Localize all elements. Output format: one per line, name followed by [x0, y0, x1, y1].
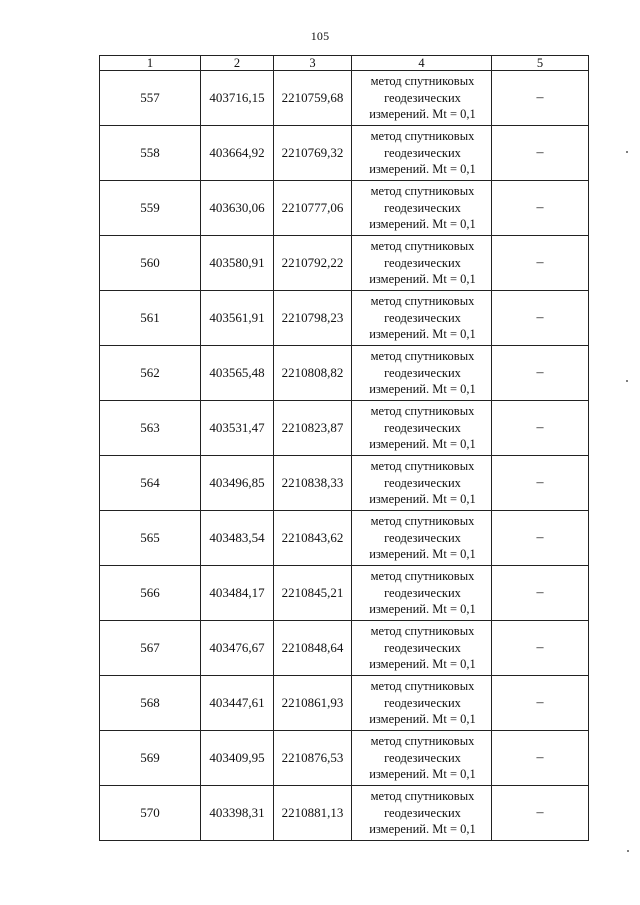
- method-text-line: метод спутниковых: [370, 734, 475, 749]
- method-text-line: геодезических: [384, 200, 461, 215]
- point-number-cell: 567: [100, 621, 201, 676]
- y-coordinate-cell: 2210792,22: [274, 236, 352, 291]
- method-cell: [352, 456, 492, 511]
- method-text-line: геодезических: [384, 365, 461, 380]
- method-text-line: метод спутниковых: [370, 239, 475, 254]
- method-text-line: измерений. Mt = 0,1: [369, 822, 476, 837]
- x-coordinate-cell: 403565,48: [201, 346, 274, 401]
- note-cell: –: [492, 621, 589, 676]
- method-cell: [352, 346, 492, 401]
- table-row: [100, 676, 589, 731]
- method-text-line: метод спутниковых: [370, 789, 475, 804]
- method-text-line: геодезических: [384, 475, 461, 490]
- method-text-line: метод спутниковых: [370, 349, 475, 364]
- method-text-line: измерений. Mt = 0,1: [369, 327, 476, 342]
- x-coordinate-cell: 403561,91: [201, 291, 274, 346]
- point-number-cell: 562: [100, 346, 201, 401]
- y-coordinate-cell: 2210848,64: [274, 621, 352, 676]
- column-header-2: 2: [201, 56, 274, 71]
- method-text-line: измерений. Mt = 0,1: [369, 712, 476, 727]
- y-coordinate-cell: 2210798,23: [274, 291, 352, 346]
- method-cell: [352, 786, 492, 841]
- column-header-5: 5: [492, 56, 589, 71]
- y-coordinate-cell: 2210759,68: [274, 71, 352, 126]
- x-coordinate-cell: 403409,95: [201, 731, 274, 786]
- method-text-line: геодезических: [384, 750, 461, 765]
- y-coordinate-cell: 2210777,06: [274, 181, 352, 236]
- method-cell: [352, 236, 492, 291]
- method-cell: [352, 511, 492, 566]
- y-coordinate-cell: 2210769,32: [274, 126, 352, 181]
- y-coordinate-cell: 2210823,87: [274, 401, 352, 456]
- method-text-line: измерений. Mt = 0,1: [369, 217, 476, 232]
- note-cell: –: [492, 731, 589, 786]
- method-text-line: измерений. Mt = 0,1: [369, 272, 476, 287]
- note-cell: –: [492, 511, 589, 566]
- method-text-line: метод спутниковых: [370, 569, 475, 584]
- note-cell: –: [492, 676, 589, 731]
- x-coordinate-cell: 403531,47: [201, 401, 274, 456]
- point-number-cell: 557: [100, 71, 201, 126]
- y-coordinate-cell: 2210845,21: [274, 566, 352, 621]
- method-text-line: измерений. Mt = 0,1: [369, 547, 476, 562]
- x-coordinate-cell: 403483,54: [201, 511, 274, 566]
- point-number-cell: 561: [100, 291, 201, 346]
- table-row: [100, 346, 589, 401]
- note-cell: –: [492, 401, 589, 456]
- table-row: [100, 511, 589, 566]
- note-cell: –: [492, 346, 589, 401]
- method-text-line: геодезических: [384, 255, 461, 270]
- coordinates-table: [99, 55, 589, 841]
- method-text-line: геодезических: [384, 90, 461, 105]
- method-text-line: метод спутниковых: [370, 679, 475, 694]
- method-text-line: геодезических: [384, 420, 461, 435]
- method-cell: [352, 126, 492, 181]
- y-coordinate-cell: 2210808,82: [274, 346, 352, 401]
- method-text-line: геодезических: [384, 585, 461, 600]
- y-coordinate-cell: 2210861,93: [274, 676, 352, 731]
- method-text-line: метод спутниковых: [370, 404, 475, 419]
- method-text-line: геодезических: [384, 695, 461, 710]
- y-coordinate-cell: 2210838,33: [274, 456, 352, 511]
- x-coordinate-cell: 403496,85: [201, 456, 274, 511]
- column-header-3: 3: [274, 56, 352, 71]
- point-number-cell: 559: [100, 181, 201, 236]
- method-text-line: геодезических: [384, 530, 461, 545]
- method-text-line: измерений. Mt = 0,1: [369, 107, 476, 122]
- method-text-line: геодезических: [384, 640, 461, 655]
- method-text-line: геодезических: [384, 805, 461, 820]
- table-row: [100, 731, 589, 786]
- x-coordinate-cell: 403664,92: [201, 126, 274, 181]
- scan-speck: [626, 151, 628, 153]
- note-cell: –: [492, 236, 589, 291]
- method-text-line: измерений. Mt = 0,1: [369, 657, 476, 672]
- point-number-cell: 563: [100, 401, 201, 456]
- method-cell: [352, 71, 492, 126]
- table-row: [100, 291, 589, 346]
- table-row: [100, 786, 589, 841]
- method-text-line: измерений. Mt = 0,1: [369, 382, 476, 397]
- table-row: [100, 126, 589, 181]
- x-coordinate-cell: 403476,67: [201, 621, 274, 676]
- header-row: [100, 56, 589, 71]
- note-cell: –: [492, 786, 589, 841]
- point-number-cell: 560: [100, 236, 201, 291]
- method-text-line: измерений. Mt = 0,1: [369, 162, 476, 177]
- method-text-line: измерений. Mt = 0,1: [369, 437, 476, 452]
- column-header-1: 1: [100, 56, 201, 71]
- scan-speck: [627, 850, 629, 852]
- point-number-cell: 569: [100, 731, 201, 786]
- point-number-cell: 570: [100, 786, 201, 841]
- method-cell: [352, 181, 492, 236]
- note-cell: –: [492, 181, 589, 236]
- method-cell: [352, 291, 492, 346]
- point-number-cell: 564: [100, 456, 201, 511]
- method-text-line: измерений. Mt = 0,1: [369, 602, 476, 617]
- y-coordinate-cell: 2210876,53: [274, 731, 352, 786]
- x-coordinate-cell: 403484,17: [201, 566, 274, 621]
- note-cell: –: [492, 456, 589, 511]
- table-row: [100, 566, 589, 621]
- note-cell: –: [492, 291, 589, 346]
- table-row: [100, 71, 589, 126]
- method-text-line: метод спутниковых: [370, 624, 475, 639]
- table-body: [100, 71, 589, 841]
- table-header: [100, 56, 589, 71]
- method-cell: [352, 676, 492, 731]
- method-text-line: метод спутниковых: [370, 514, 475, 529]
- note-cell: –: [492, 566, 589, 621]
- table-row: [100, 456, 589, 511]
- method-text-line: метод спутниковых: [370, 184, 475, 199]
- method-cell: [352, 731, 492, 786]
- x-coordinate-cell: 403447,61: [201, 676, 274, 731]
- method-cell: [352, 566, 492, 621]
- table-row: [100, 621, 589, 676]
- table-row: [100, 401, 589, 456]
- point-number-cell: 565: [100, 511, 201, 566]
- x-coordinate-cell: 403630,06: [201, 181, 274, 236]
- page-number: 105: [310, 29, 330, 43]
- y-coordinate-cell: 2210843,62: [274, 511, 352, 566]
- method-text-line: измерений. Mt = 0,1: [369, 492, 476, 507]
- method-text-line: метод спутниковых: [370, 294, 475, 309]
- note-cell: –: [492, 71, 589, 126]
- method-text-line: геодезических: [384, 145, 461, 160]
- column-header-4: 4: [352, 56, 492, 71]
- point-number-cell: 558: [100, 126, 201, 181]
- method-cell: [352, 401, 492, 456]
- table-row: [100, 236, 589, 291]
- method-text-line: метод спутниковых: [370, 129, 475, 144]
- note-cell: –: [492, 126, 589, 181]
- x-coordinate-cell: 403716,15: [201, 71, 274, 126]
- x-coordinate-cell: 403398,31: [201, 786, 274, 841]
- method-text-line: измерений. Mt = 0,1: [369, 767, 476, 782]
- method-text-line: геодезических: [384, 310, 461, 325]
- y-coordinate-cell: 2210881,13: [274, 786, 352, 841]
- x-coordinate-cell: 403580,91: [201, 236, 274, 291]
- table-row: [100, 181, 589, 236]
- method-cell: [352, 621, 492, 676]
- point-number-cell: 568: [100, 676, 201, 731]
- method-text-line: метод спутниковых: [370, 74, 475, 89]
- point-number-cell: 566: [100, 566, 201, 621]
- method-text-line: метод спутниковых: [370, 459, 475, 474]
- scan-speck: [626, 380, 628, 382]
